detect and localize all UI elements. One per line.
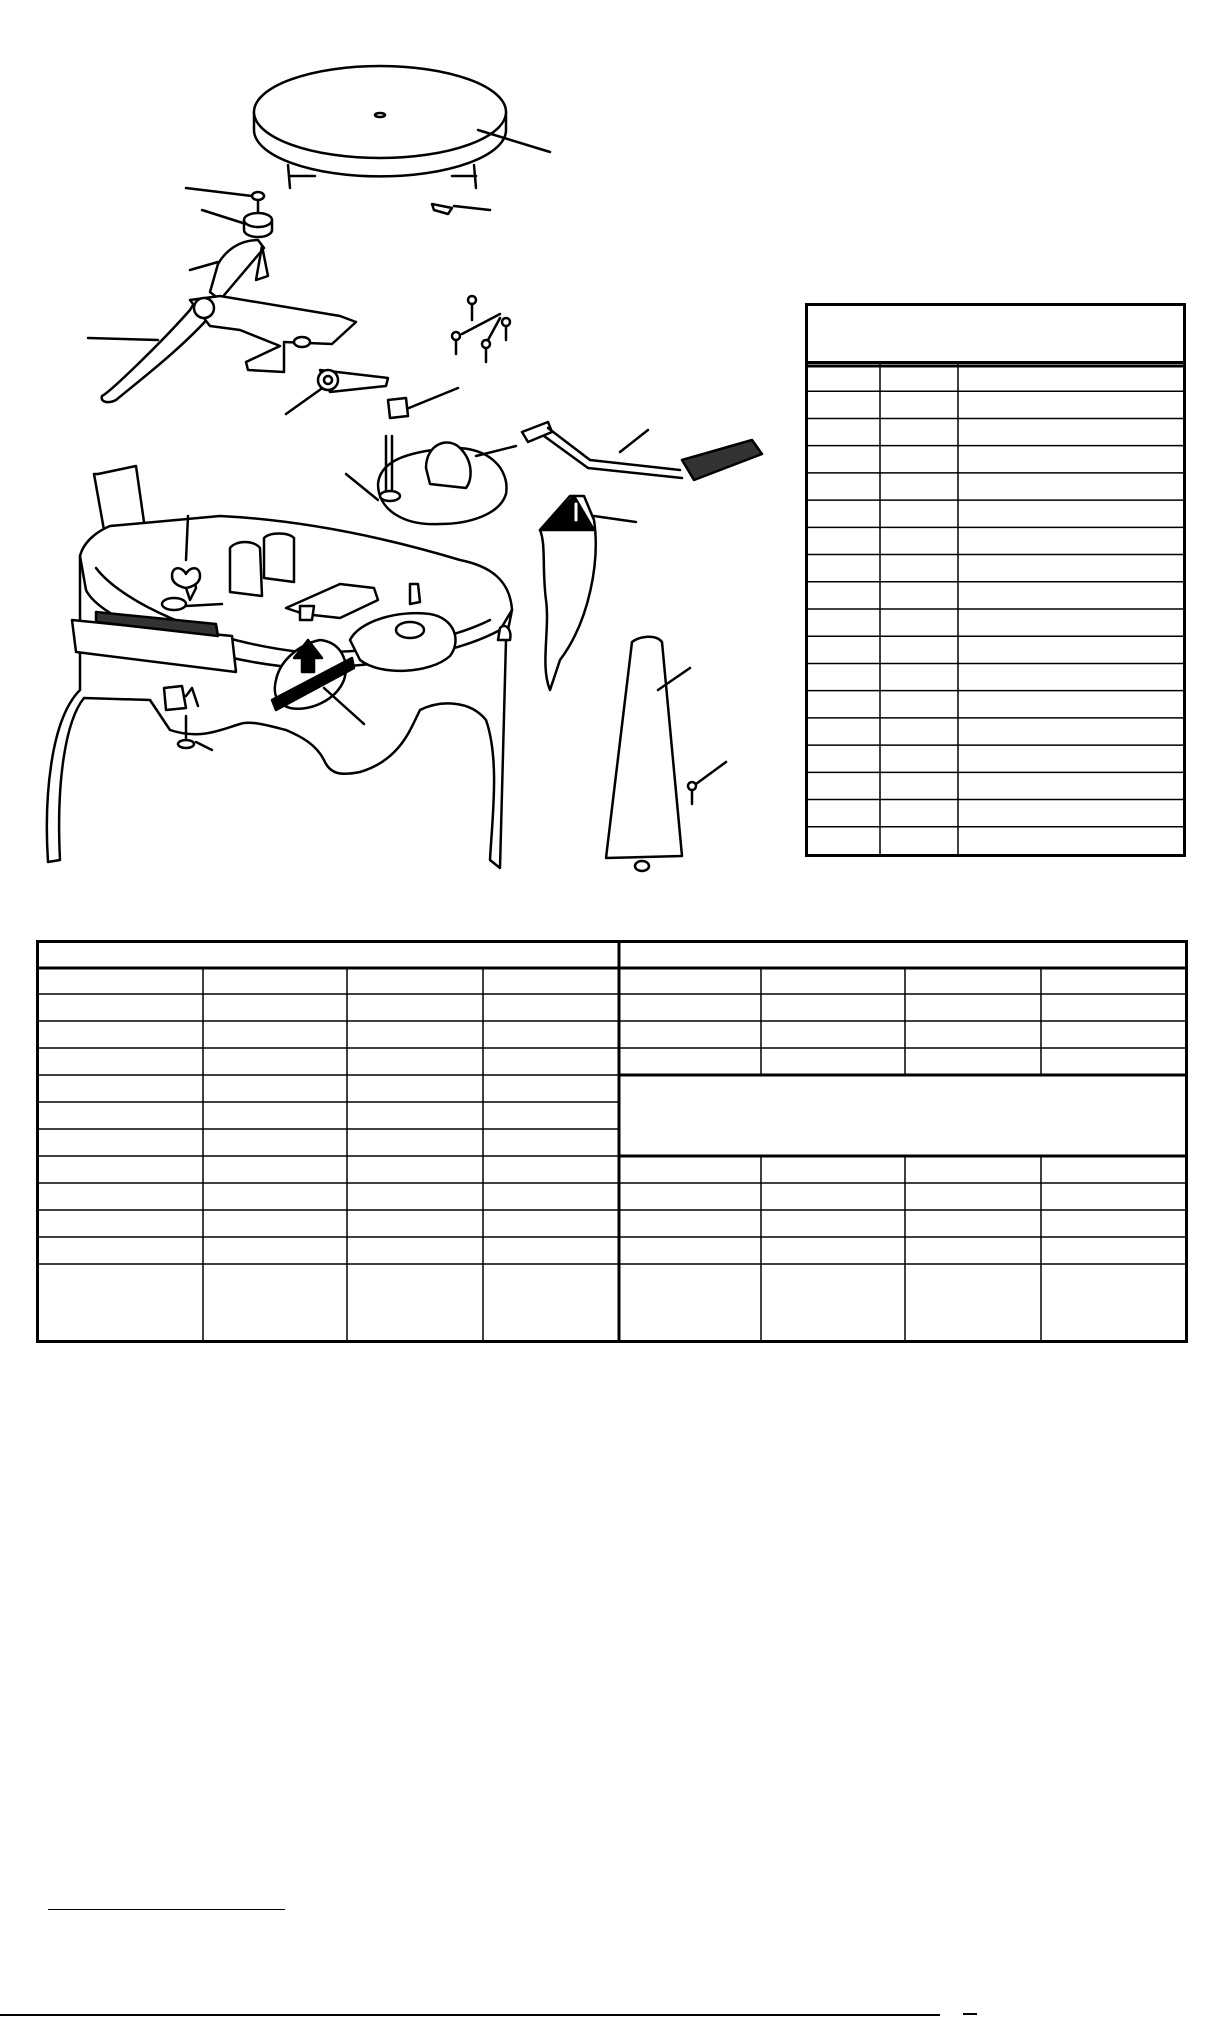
scraper-blade	[606, 637, 690, 871]
rotor-arm	[286, 370, 388, 414]
footnote-rule	[48, 1909, 285, 1910]
mounting-screws	[452, 296, 510, 362]
turntable-screw	[432, 204, 490, 214]
crank-handle	[522, 422, 762, 480]
turntable	[254, 66, 550, 188]
knob	[202, 210, 272, 237]
wing-nut	[186, 188, 264, 216]
parts-list-table	[805, 303, 1186, 857]
agitator-arm	[88, 296, 356, 402]
dasher-blade	[540, 496, 636, 690]
specifications-table	[36, 940, 1188, 1343]
bushing	[388, 388, 458, 418]
scraper-screw	[688, 762, 726, 804]
page-bottom-rule	[0, 2014, 940, 2016]
page-bottom-mark	[963, 2013, 977, 2015]
canister	[47, 466, 512, 868]
gear-motor-housing	[346, 436, 516, 524]
beater-lever	[190, 240, 268, 300]
spec-table-grid	[39, 943, 1185, 1340]
parts-list-grid	[808, 306, 1183, 854]
